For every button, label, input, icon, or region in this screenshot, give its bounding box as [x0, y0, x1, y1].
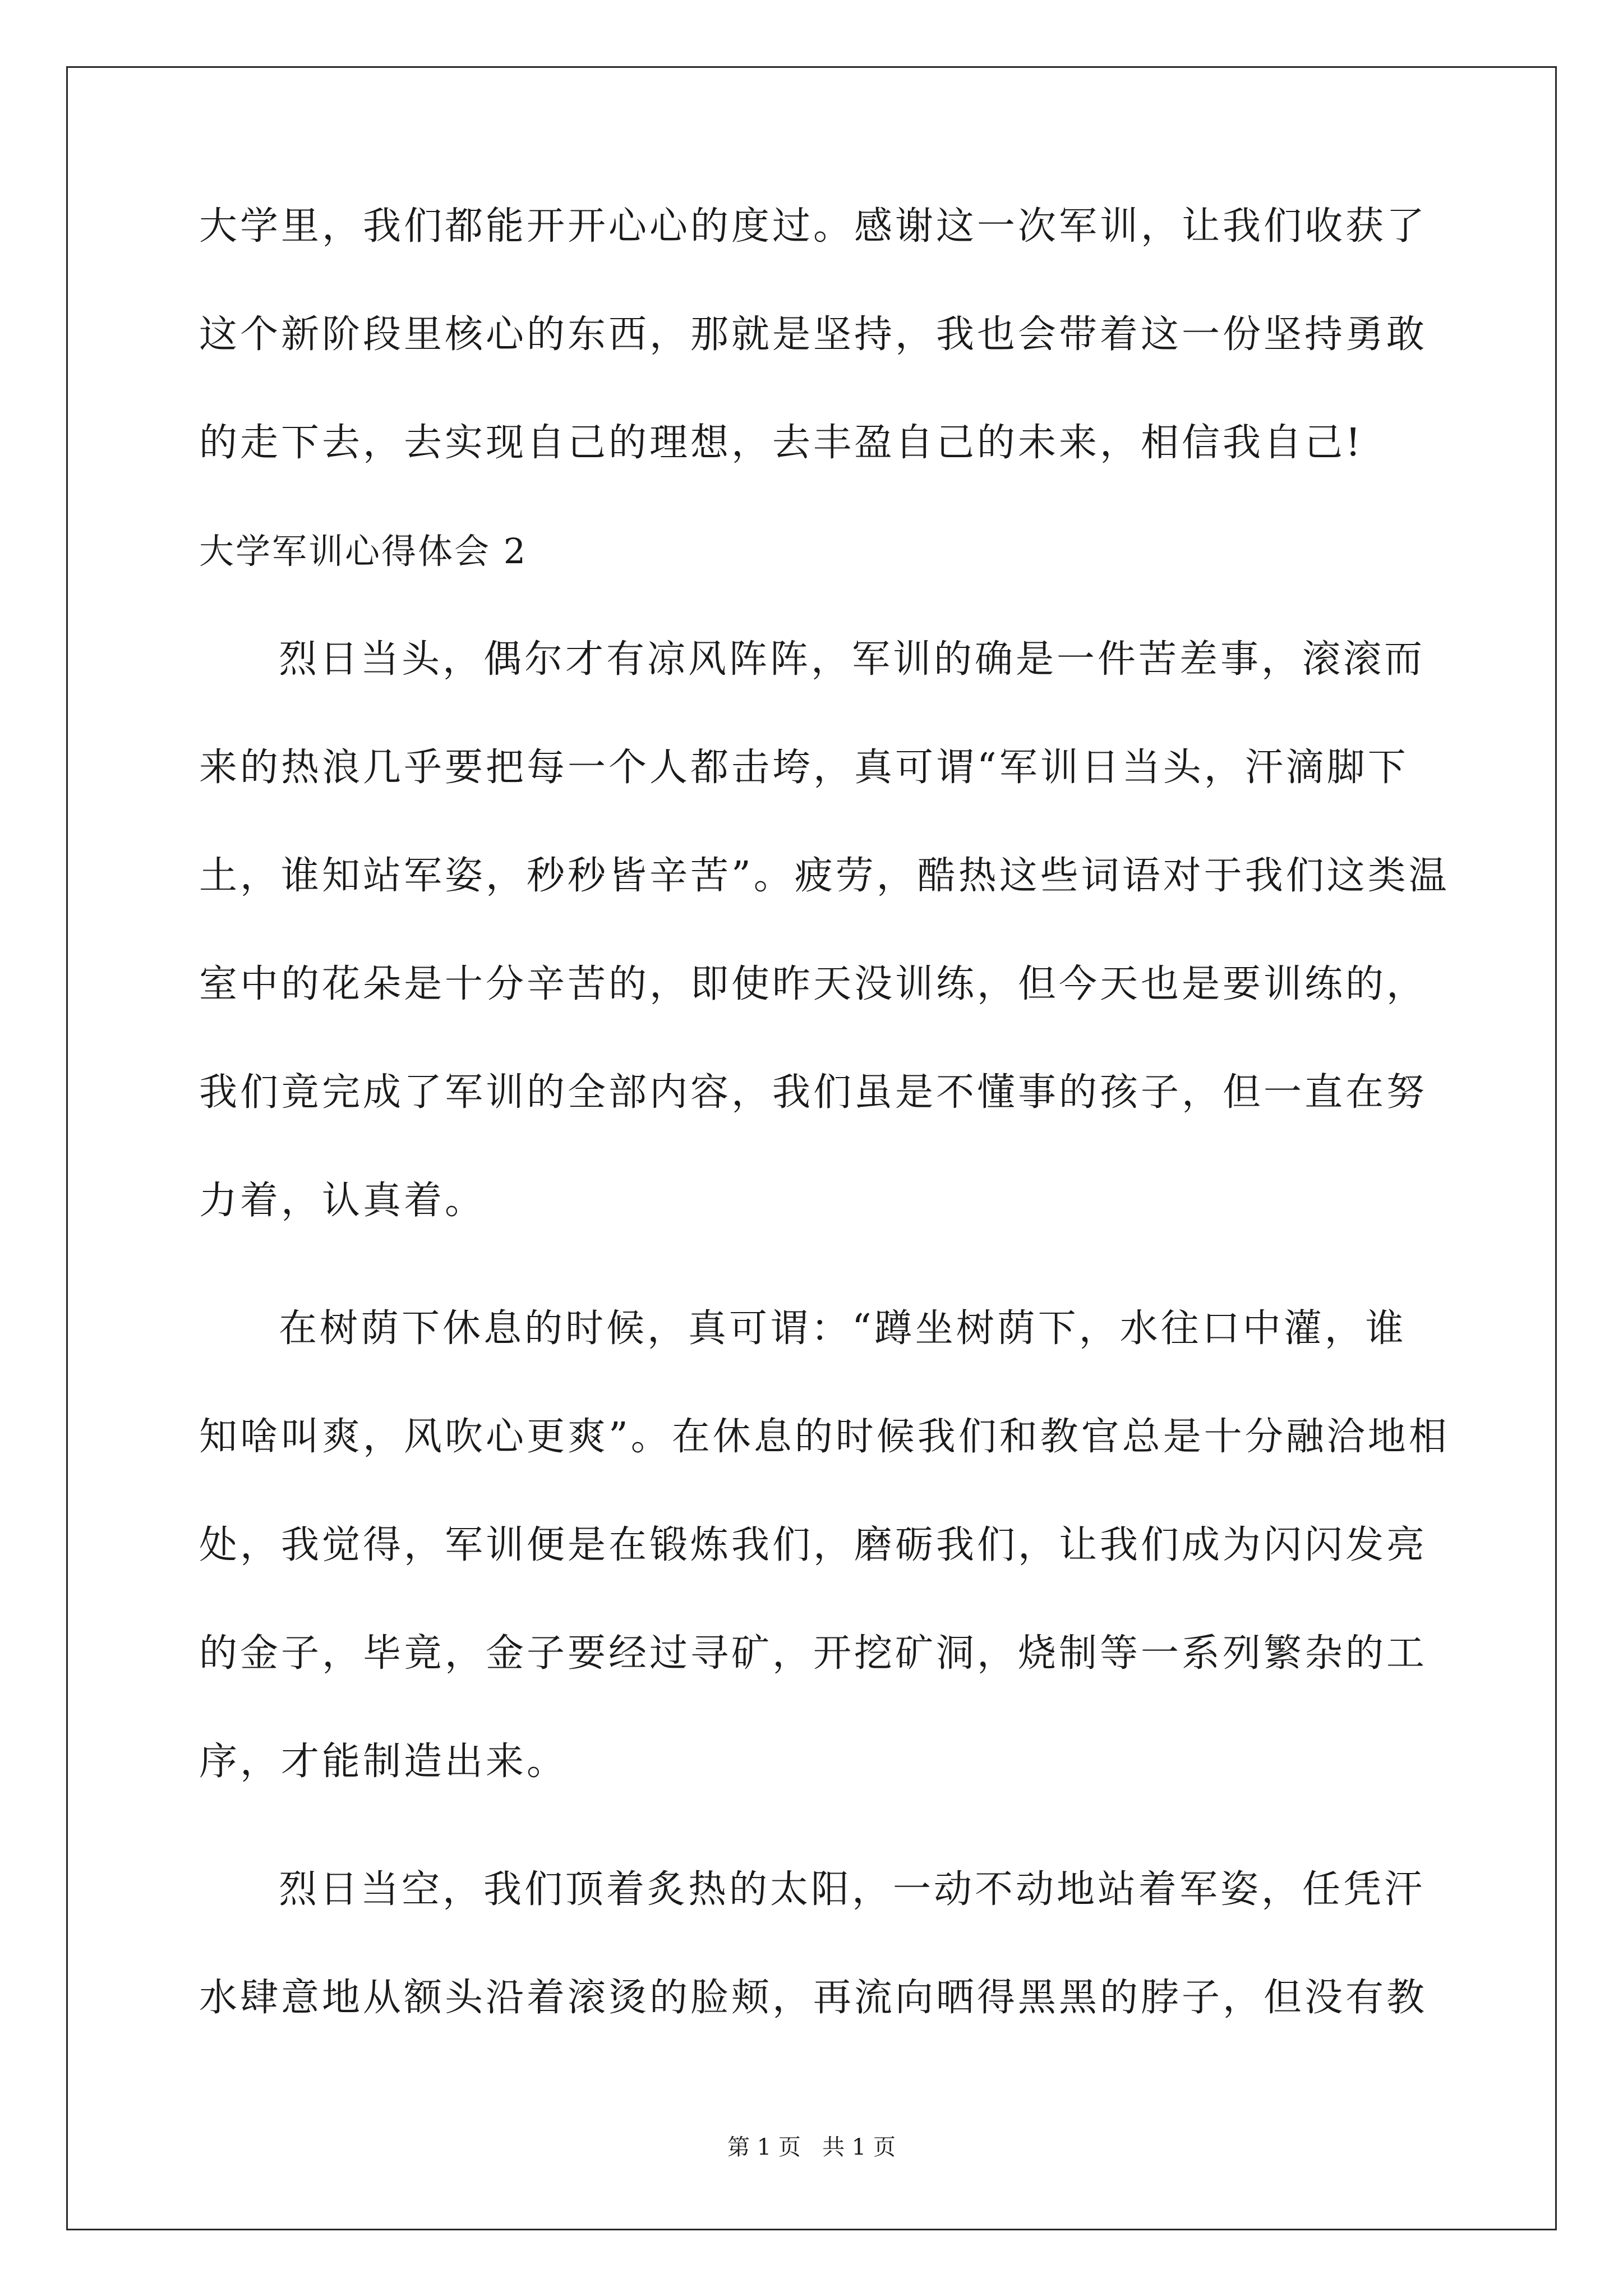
paragraph-1-line: 室中的花朵是十分辛苦的，即使昨天没训练，但今天也是要训练的， [199, 962, 1428, 1006]
paragraph-1-line: 土，谁知站军姿，秒秒皆辛苦”。疲劳，酷热这些词语对于我们这类温 [199, 854, 1450, 898]
document-body [199, 204, 1450, 2020]
section-heading: 大学军训心得体会 2 [199, 531, 528, 572]
paragraph-3-line: 烈日当空，我们顶着炙热的太阳，一动不动地站着军姿，任凭汗 [279, 1867, 1426, 1912]
paragraph-1-line: 烈日当头，偶尔才有凉风阵阵，军训的确是一件苦差事，滚滚而 [279, 637, 1426, 682]
text-line: 的走下去，去实现自己的理想，去丰盈自己的未来，相信我自己! [199, 421, 1364, 465]
paragraph-1-line: 来的热浪几乎要把每一个人都击垮，真可谓“军训日当头，汗滴脚下 [199, 746, 1409, 790]
paragraph-2-line: 的金子，毕竟，金子要经过寻矿，开挖矿洞，烧制等一系列繁杂的工 [199, 1631, 1428, 1676]
paragraph-3-line: 水肆意地从额头沿着滚烫的脸颊，再流向晒得黑黑的脖子，但没有教 [199, 1976, 1428, 2020]
paragraph-1-line: 我们竟完成了军训的全部内容，我们虽是不懂事的孩子，但一直在努 [199, 1070, 1428, 1115]
page-footer: 第 1 页 共 1 页 [727, 2134, 896, 2160]
paragraph-2-line: 处，我觉得，军训便是在锻炼我们，磨砺我们，让我们成为闪闪发亮 [199, 1523, 1428, 1567]
paragraph-1-line: 力着，认真着。 [199, 1179, 486, 1223]
paragraph-2-line: 序，才能制造出来。 [199, 1740, 568, 1784]
paragraph-2-line: 在树荫下休息的时候，真可谓：“蹲坐树荫下，水往口中灌，谁 [279, 1306, 1407, 1351]
text-line: 这个新阶段里核心的东西，那就是坚持，我也会带着这一份坚持勇敢 [199, 312, 1428, 357]
text-line: 大学里，我们都能开开心心的度过。感谢这一次军训，让我们收获了 [199, 204, 1428, 249]
paragraph-2-line: 知啥叫爽，风吹心更爽”。在休息的时候我们和教官总是十分融洽地相 [199, 1415, 1450, 1459]
